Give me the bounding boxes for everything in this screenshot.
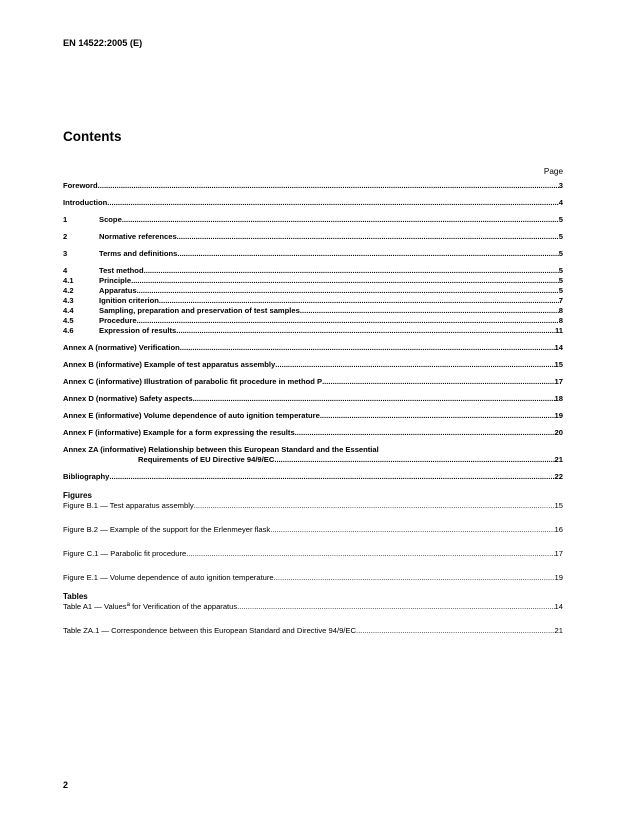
toc-entry-ignition-criterion[interactable]: [63, 296, 563, 306]
toc-entry-bibliography[interactable]: [63, 472, 563, 482]
page-column-label: Page: [543, 167, 563, 176]
figure-label: Figure B.2 — Example of the support for the Erlenmeyer flask: [63, 525, 271, 534]
document-header: EN 14522:2005 (E): [63, 38, 143, 48]
toc-leader: [186, 549, 554, 559]
toc-number: 2: [63, 232, 68, 241]
toc-page: 5: [558, 249, 563, 258]
toc-label: Foreword: [63, 181, 98, 190]
toc-leader: [122, 215, 559, 225]
toc-number: 4.3: [63, 296, 74, 305]
toc-page: 5: [558, 286, 563, 295]
toc-leader: [176, 326, 555, 336]
toc-label: Apparatus: [99, 286, 137, 295]
toc-label: Annex D (normative) Safety aspects: [63, 394, 193, 403]
toc-leader: [144, 266, 559, 276]
toc-label: Terms and definitions: [99, 249, 178, 258]
figure-label: Figure E.1 — Volume dependence of auto ignition temperature: [63, 573, 274, 582]
figure-page: 15: [554, 501, 563, 510]
tables-heading: Tables: [63, 592, 88, 601]
toc-leader: [274, 455, 554, 465]
toc-page: 22: [554, 472, 563, 481]
toc-entry-annex-d[interactable]: [63, 394, 563, 404]
figures-heading: Figures: [63, 491, 92, 500]
table-label: Table A1 — Values$^a$ for Verification of the apparatus: [63, 602, 238, 611]
toc-label: Annex E (informative) Volume dependence of auto ignition temperature: [63, 411, 320, 420]
toc-entry-annex-za[interactable]: [63, 445, 563, 465]
toc-leader: [275, 360, 554, 370]
toc-page: 7: [558, 296, 563, 305]
toc-label: Annex ZA (informative) Relationship between this European Standard and the Essential: [63, 445, 379, 454]
toc-label-continued: Requirements of EU Directive 94/9/EC: [138, 455, 275, 464]
toc-page: 8: [558, 306, 563, 315]
contents-title: Contents: [63, 129, 122, 144]
toc-label: Expression of results: [99, 326, 177, 335]
toc-label: Procedure: [99, 316, 137, 325]
toc-entry-annex-e[interactable]: [63, 411, 563, 421]
toc-number: 4.1: [63, 276, 74, 285]
toc-label: Test method: [99, 266, 144, 275]
toc-leader: [159, 296, 559, 306]
toc-leader: [295, 428, 555, 438]
toc-label: Annex F (informative) Example for a form expressing the results: [63, 428, 295, 437]
figure-page: 19: [554, 573, 563, 582]
toc-page: 15: [554, 360, 563, 369]
toc-number: 4.4: [63, 306, 74, 315]
toc-entry-annex-f[interactable]: [63, 428, 563, 438]
toc-page: 18: [554, 394, 563, 403]
toc-entry-annex-c[interactable]: [63, 377, 563, 387]
table-label: Table ZA.1 — Correspondence between this European Standard and Directive 94/9/EC: [63, 626, 356, 635]
toc-number: 3: [63, 249, 68, 258]
figure-entry[interactable]: [63, 549, 563, 559]
toc-leader: [356, 626, 555, 636]
toc-entry-annex-b[interactable]: [63, 360, 563, 370]
toc-entry-sampling[interactable]: [63, 306, 563, 316]
toc-page: 5: [558, 215, 563, 224]
toc-page: 3: [558, 181, 563, 190]
table-entry[interactable]: [63, 626, 563, 636]
toc-page: 14: [554, 343, 563, 352]
table-entry[interactable]: [63, 602, 563, 612]
toc-label: Principle: [99, 276, 132, 285]
toc-leader: [109, 472, 554, 482]
figure-page: 16: [554, 525, 563, 534]
toc-number: 4: [63, 266, 68, 275]
toc-page: 5: [558, 232, 563, 241]
toc-entry-scope[interactable]: [63, 215, 563, 225]
toc-entry-expression-of-results[interactable]: [63, 326, 563, 336]
toc-entry-apparatus[interactable]: [63, 286, 563, 296]
figure-entry[interactable]: [63, 525, 563, 535]
toc-leader: [180, 343, 555, 353]
toc-entry-introduction[interactable]: [63, 198, 563, 208]
toc-page: 5: [558, 276, 563, 285]
toc-entry-foreword[interactable]: [63, 181, 563, 191]
toc-entry-annex-a[interactable]: [63, 343, 563, 353]
figure-page: 17: [554, 549, 563, 558]
toc-entry-test-method[interactable]: [63, 266, 563, 276]
toc-leader: [98, 181, 559, 191]
table-page: 14: [554, 602, 563, 611]
toc-leader: [270, 525, 554, 535]
toc-leader: [194, 501, 555, 511]
toc-leader: [193, 394, 555, 404]
figure-entry[interactable]: [63, 573, 563, 583]
toc-label: Bibliography: [63, 472, 110, 481]
toc-page: 4: [558, 198, 563, 207]
toc-label: Sampling, preparation and preservation of test samples: [99, 306, 300, 315]
toc-page: 19: [554, 411, 563, 420]
toc-number: 4.5: [63, 316, 74, 325]
toc-leader: [177, 232, 559, 242]
toc-page: 21: [554, 455, 563, 464]
toc-entry-procedure[interactable]: [63, 316, 563, 326]
toc-label: Annex B (informative) Example of test apparatus assembly: [63, 360, 276, 369]
toc-leader: [320, 411, 555, 421]
toc-label: Annex A (normative) Verification: [63, 343, 180, 352]
toc-entry-principle[interactable]: [63, 276, 563, 286]
page-number: 2: [63, 780, 69, 790]
toc-entry-normative-references[interactable]: [63, 232, 563, 242]
toc-number: 4.2: [63, 286, 74, 295]
toc-leader: [237, 602, 554, 612]
toc-leader: [274, 573, 555, 583]
toc-label: Annex C (informative) Illustration of parabolic fit procedure in method P: [63, 377, 323, 386]
toc-label: Ignition criterion: [99, 296, 159, 305]
toc-label: Introduction: [63, 198, 108, 207]
toc-page: 5: [558, 266, 563, 275]
toc-label: Normative references: [99, 232, 177, 241]
figure-label: Figure C.1 — Parabolic fit procedure: [63, 549, 187, 558]
toc-leader: [177, 249, 558, 259]
figure-label: Figure B.1 — Test apparatus assembly: [63, 501, 194, 510]
toc-page: 20: [554, 428, 563, 437]
toc-leader: [107, 198, 558, 208]
toc-leader: [137, 286, 559, 296]
toc-page: 8: [558, 316, 563, 325]
table-of-contents: [63, 181, 563, 636]
toc-leader: [322, 377, 554, 387]
toc-number: 4.6: [63, 326, 74, 335]
table-page: 21: [554, 626, 563, 635]
toc-leader: [300, 306, 559, 316]
toc-leader: [137, 316, 559, 326]
figure-entry[interactable]: [63, 501, 563, 511]
toc-number: 1: [63, 215, 68, 224]
toc-label: Scope: [99, 215, 122, 224]
toc-page: 11: [554, 326, 563, 335]
toc-page: 17: [554, 377, 563, 386]
table-label-superscript: a: [126, 602, 130, 608]
toc-entry-terms-and-definitions[interactable]: [63, 249, 563, 259]
toc-leader: [131, 276, 559, 286]
